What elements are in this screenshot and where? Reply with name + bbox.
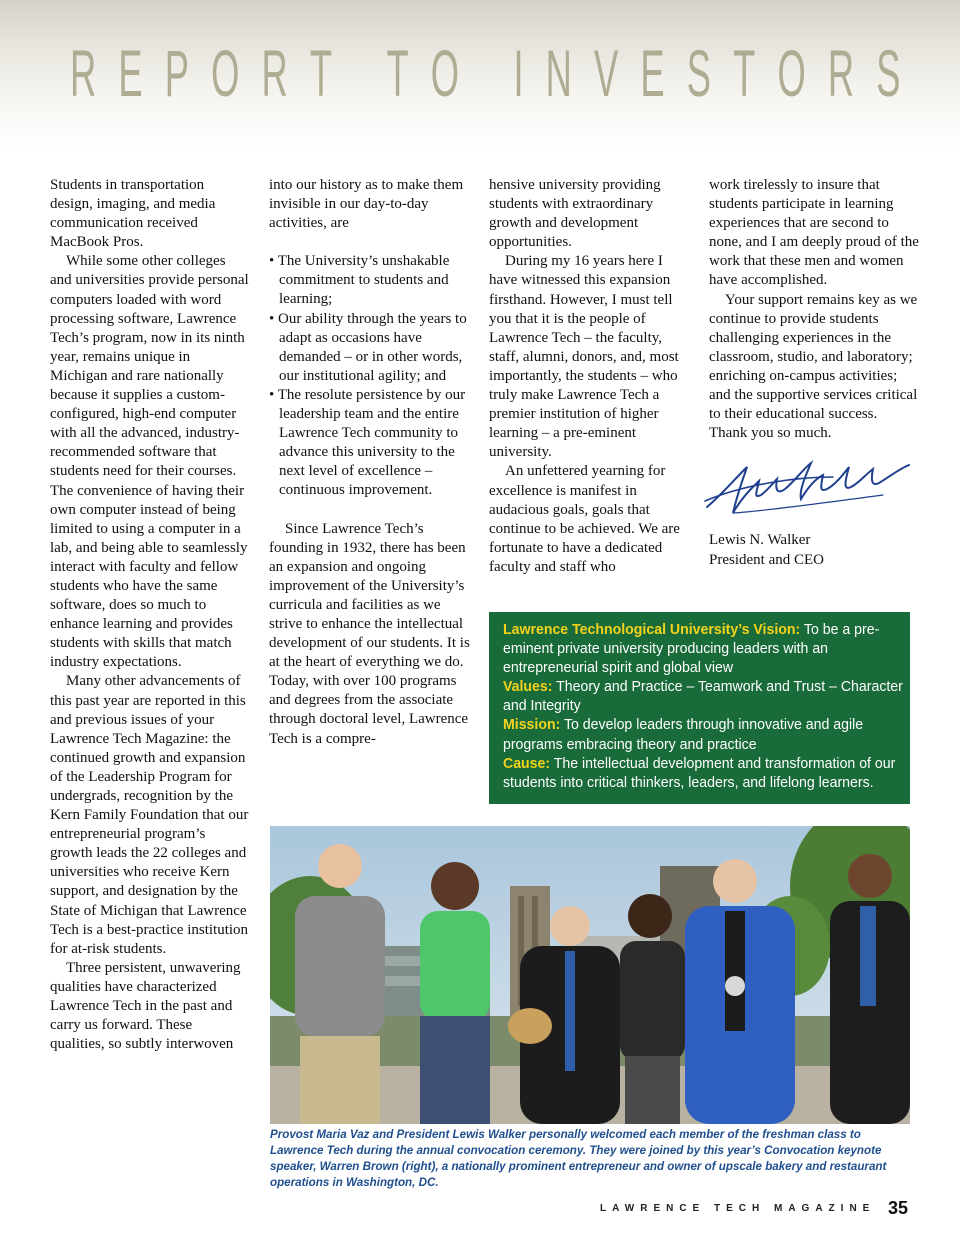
header-letter: I xyxy=(513,38,524,108)
header-letter: R xyxy=(70,38,97,108)
list-item: • The resolute persistence by our leadership team and the entire Lawrence Tech community to advance this university to the next level of excellence – continuous improvement. xyxy=(269,386,475,501)
signer-name: Lewis N. Walker xyxy=(709,532,811,549)
vision-statement xyxy=(503,620,903,677)
cause-label: Cause: xyxy=(503,754,551,772)
paragraph: Three persistent, unwavering qualities have characterized Lawrence Tech in the past and carry us forward. These qualities, so subtly interwoven xyxy=(50,959,241,1053)
header-space xyxy=(481,38,491,108)
header-letter: T xyxy=(386,38,409,108)
values-text: Theory and Practice – Teamwork and Trust – Character and Integrity xyxy=(503,678,903,715)
page-number: 35 xyxy=(888,1198,909,1218)
paragraph: An unfettered yearning for excellence is manifest in audacious goals, goals that continue to be achieved. We are fortunate to have a dedicated faculty and staff who xyxy=(489,463,680,575)
cause-text: The intellectual development and transformation of our students into critical thinkers, leaders, and lifelong learners. xyxy=(503,754,896,791)
values-label: Values: xyxy=(503,678,553,696)
paragraph: into our history as to make them invisible in our day-to-day activities, are xyxy=(269,177,464,232)
vision-label: Lawrence Technological University’s Vision: xyxy=(503,621,801,638)
mission-statement xyxy=(503,715,903,753)
paragraph: While some other colleges and universities provide personal computers loaded with word processing software, Lawrence Tech’s program, now in its ninth year, remains unique in Michigan and rare nationally because it supplies a custom-configured, high-end computer with all the advanced, industry-recommended software that students need for their courses. The convenience of having their own computer instead of being limited to using a computer in a lab, and being able to seamlessly interact with faculty and fellow students who have the same software, does so much to enhance learning and provides students with skills that match industry expectations. xyxy=(50,253,249,671)
header-space xyxy=(354,38,364,108)
magazine-name: LAWRENCE TECH MAGAZINE xyxy=(600,1203,876,1214)
mission-text: To develop leaders through innovative and agile programs embracing theory and practice xyxy=(503,716,864,753)
vision-text: To be a pre-eminent private university producing leaders with an entrepreneurial spirit and global view xyxy=(503,621,880,677)
paragraph: Your support remains key as we continue to provide students challenging experiences in the classroom, studio, and laboratory; enriching on-campus activities; and the supportive services critical to their educational success. Thank you so much. xyxy=(709,291,918,442)
header-letter: R xyxy=(827,38,855,108)
header-letter: R xyxy=(261,38,288,108)
header-letter: V xyxy=(594,38,619,108)
paragraph: hensive university providing students with extraordinary growth and development opportunities. xyxy=(489,177,661,251)
cause-statement xyxy=(503,754,903,792)
convocation-photo xyxy=(270,826,910,1124)
paragraph: Students in transportation design, imaging, and media communication received MacBook Pros. xyxy=(50,177,216,251)
paragraph: Since Lawrence Tech’s founding in 1932, there has been an expansion and ongoing improvement of the University’s curricula and facilities as we strive to enhance the intellectual development of our students. It is at the heart of everything we do. Today, with over 100 programs and degrees from the associate through doctoral level, Lawrence Tech is a compre- xyxy=(269,520,470,747)
header-letter: P xyxy=(164,38,189,108)
column-2 xyxy=(269,176,475,749)
paragraph: During my 16 years here I have witnessed this expansion firsthand. However, I must tell you that it is the people of Lawrence Tech – the faculty, staff, alumni, donors, and, most importantly, the students – who truly make Lawrence Tech a premier institution of higher learning – a pre-eminent university. xyxy=(489,253,679,461)
signature xyxy=(703,455,913,519)
photo-caption: Provost Maria Vaz and President Lewis Walker personally welcomed each member of the freshman class to Lawrence Tech during the annual convocation ceremony. They were joined by this year’s Convocation keynote speaker, Warren Brown (right), a nationally prominent entrepreneur and owner of upscale bakery and restaurant operations in Washington, DC. xyxy=(270,1128,887,1189)
paragraph: Many other advancements of this past year are reported in this and previous issues of your Lawrence Tech Magazine: the continued growth and expansion of the Leadership Program for undergrads, recognition by the Kern Family Foundation that our entrepreneurial program’s growth leads the 22 colleges and universities who receive Kern support, and designation by the State of Michigan that Lawrence Tech is a best-practice institution for at-risk students. xyxy=(50,673,249,957)
photo-illustration xyxy=(270,826,910,1124)
signer-title: President and CEO xyxy=(709,551,824,568)
column-3 xyxy=(489,176,689,577)
mission-label: Mission: xyxy=(503,716,561,734)
header-letter: O xyxy=(211,38,240,108)
column-1 xyxy=(50,176,250,1054)
values-statement xyxy=(503,677,903,715)
header-letter: E xyxy=(640,38,665,108)
vision-box xyxy=(489,612,910,804)
list-item: • The University’s unshakable commitment to students and learning; xyxy=(269,252,475,309)
header-letter: E xyxy=(118,38,143,108)
header-letter: S xyxy=(686,38,712,108)
header-letter: S xyxy=(876,38,901,108)
header-letter: T xyxy=(733,38,756,108)
list-item: • Our ability through the years to adapt as occasions have demanded – or in other words, our institutional agility; and xyxy=(269,310,475,386)
header-letter: T xyxy=(309,38,333,108)
paragraph: work tirelessly to insure that students participate in learning experiences that are second to none, and I am deeply proud of the work that these men and women have accomplished. xyxy=(709,177,919,289)
page-header-title xyxy=(70,38,901,108)
header-letter: O xyxy=(777,38,806,108)
header-letter: N xyxy=(545,38,572,108)
qualities-list xyxy=(269,252,475,500)
header-letter: O xyxy=(430,38,460,108)
column-4 xyxy=(709,176,919,570)
